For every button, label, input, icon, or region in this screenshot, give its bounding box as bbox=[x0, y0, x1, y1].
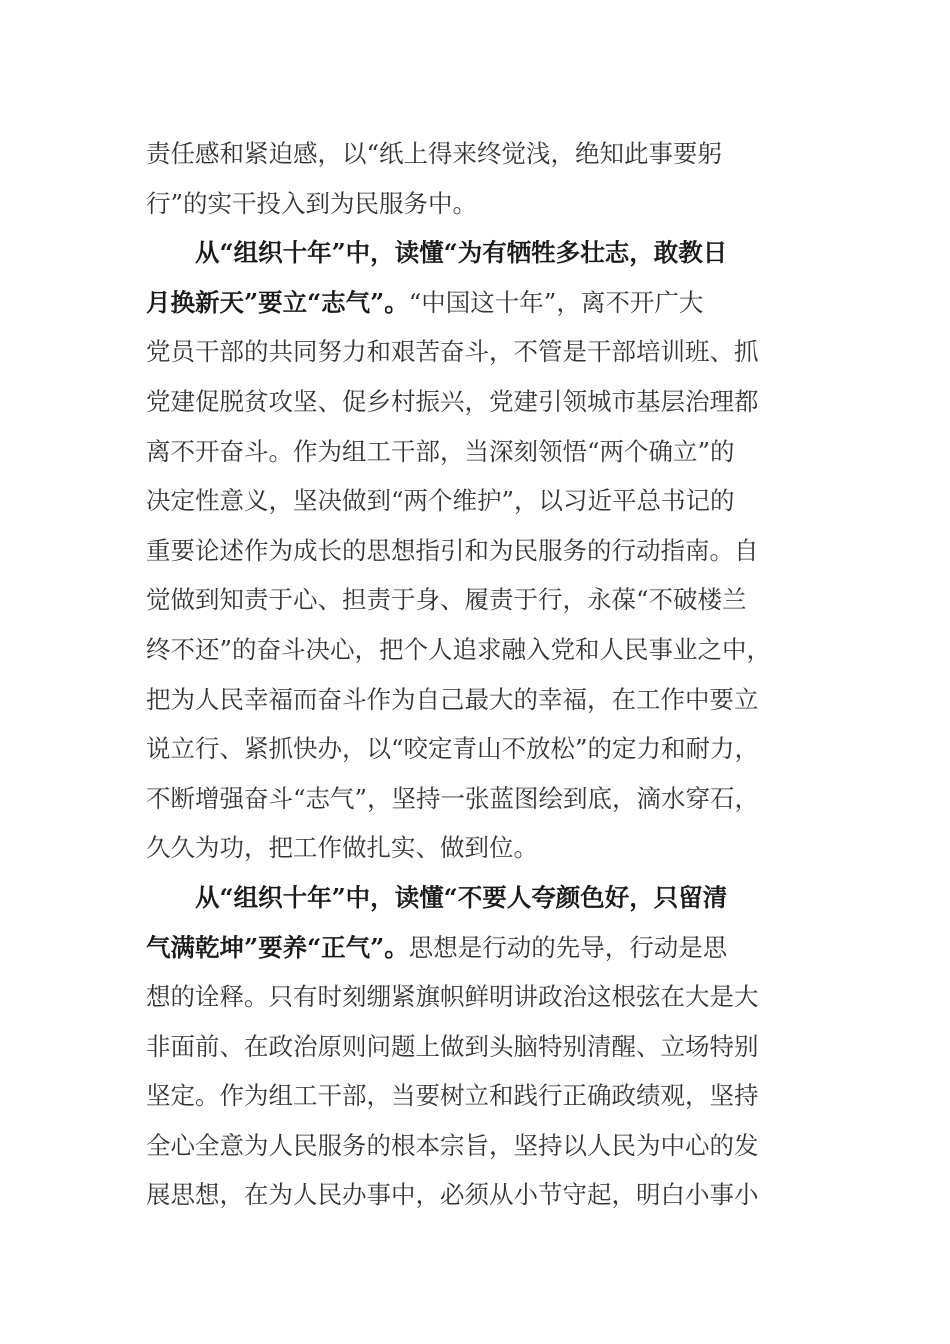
body-text: 坚定。作为组工干部，当要树立和践行正确政绩观，坚持 bbox=[146, 1081, 759, 1111]
body-text: 把为人民幸福而奋斗作为自己最大的幸福，在工作中要立 bbox=[146, 684, 759, 714]
bold-heading-text: 从“组织十年”中，读懂“不要人夸颜色好，只留清 bbox=[195, 882, 728, 912]
text-line bbox=[146, 675, 796, 725]
body-text: 觉做到知责于心、担责于身、履责于行，永葆“不破楼兰 bbox=[146, 585, 747, 615]
document-body bbox=[146, 129, 796, 1220]
text-line bbox=[146, 327, 796, 377]
text-line bbox=[146, 526, 796, 576]
text-line bbox=[146, 923, 796, 973]
body-text: 行”的实干投入到为民服务中。 bbox=[146, 188, 478, 218]
body-text: 不断增强奋斗“志气”，坚持一张蓝图绘到底，滴水穿石， bbox=[146, 783, 760, 813]
text-line bbox=[146, 228, 796, 278]
body-text: 思想是行动的先导，行动是思 bbox=[408, 932, 728, 962]
body-text: 党员干部的共同努力和艰苦奋斗，不管是干部培训班、抓 bbox=[146, 337, 759, 367]
body-text: 全心全意为人民服务的根本宗旨，坚持以人民为中心的发 bbox=[146, 1130, 759, 1160]
text-line bbox=[146, 724, 796, 774]
text-line bbox=[146, 774, 796, 824]
body-text: 非面前、在政治原则问题上做到头脑特别清醒、立场特别 bbox=[146, 1031, 759, 1061]
body-text: 展思想，在为人民办事中，必须从小节守起，明白小事小 bbox=[146, 1180, 759, 1210]
bold-heading-text: 气满乾坤”要养“正气”。 bbox=[146, 932, 409, 962]
text-line bbox=[146, 1170, 796, 1220]
text-line bbox=[146, 625, 796, 675]
body-text: 决定性意义，坚决做到“两个维护”，以习近平总书记的 bbox=[146, 486, 735, 516]
body-text: 说立行、紧抓快办，以“咬定青山不放松”的定力和耐力， bbox=[146, 734, 760, 764]
text-line bbox=[146, 972, 796, 1022]
body-text: “中国这十年”，离不开广大 bbox=[408, 287, 704, 317]
body-text: 重要论述作为成长的思想指引和为民服务的行动指南。自 bbox=[146, 535, 759, 565]
text-line bbox=[146, 476, 796, 526]
text-line bbox=[146, 377, 796, 427]
text-line bbox=[146, 1071, 796, 1121]
text-line bbox=[146, 278, 796, 328]
text-line bbox=[146, 427, 796, 477]
body-text: 责任感和紧迫感，以“纸上得来终觉浅，绝知此事要躬 bbox=[146, 139, 723, 168]
text-line bbox=[146, 575, 796, 625]
text-line bbox=[146, 179, 796, 229]
body-text: 终不还”的奋斗决心，把个人追求融入党和人民事业之中， bbox=[146, 634, 772, 664]
bold-heading-text: 从“组织十年”中，读懂“为有牺牲多壮志，敢教日 bbox=[195, 238, 728, 268]
text-line bbox=[146, 873, 796, 923]
text-line bbox=[146, 823, 796, 873]
text-line bbox=[146, 129, 796, 179]
text-line bbox=[146, 1121, 796, 1171]
body-text: 党建促脱贫攻坚、促乡村振兴，党建引领城市基层治理都 bbox=[146, 386, 759, 416]
body-text: 想的诠释。只有时刻绷紧旗帜鲜明讲政治这根弦在大是大 bbox=[146, 982, 759, 1012]
body-text: 久久为功，把工作做扎实、做到位。 bbox=[146, 833, 538, 863]
text-line bbox=[146, 1022, 796, 1072]
bold-heading-text: 月换新天”要立“志气”。 bbox=[146, 287, 409, 317]
body-text: 离不开奋斗。作为组工干部，当深刻领悟“两个确立”的 bbox=[146, 436, 735, 466]
